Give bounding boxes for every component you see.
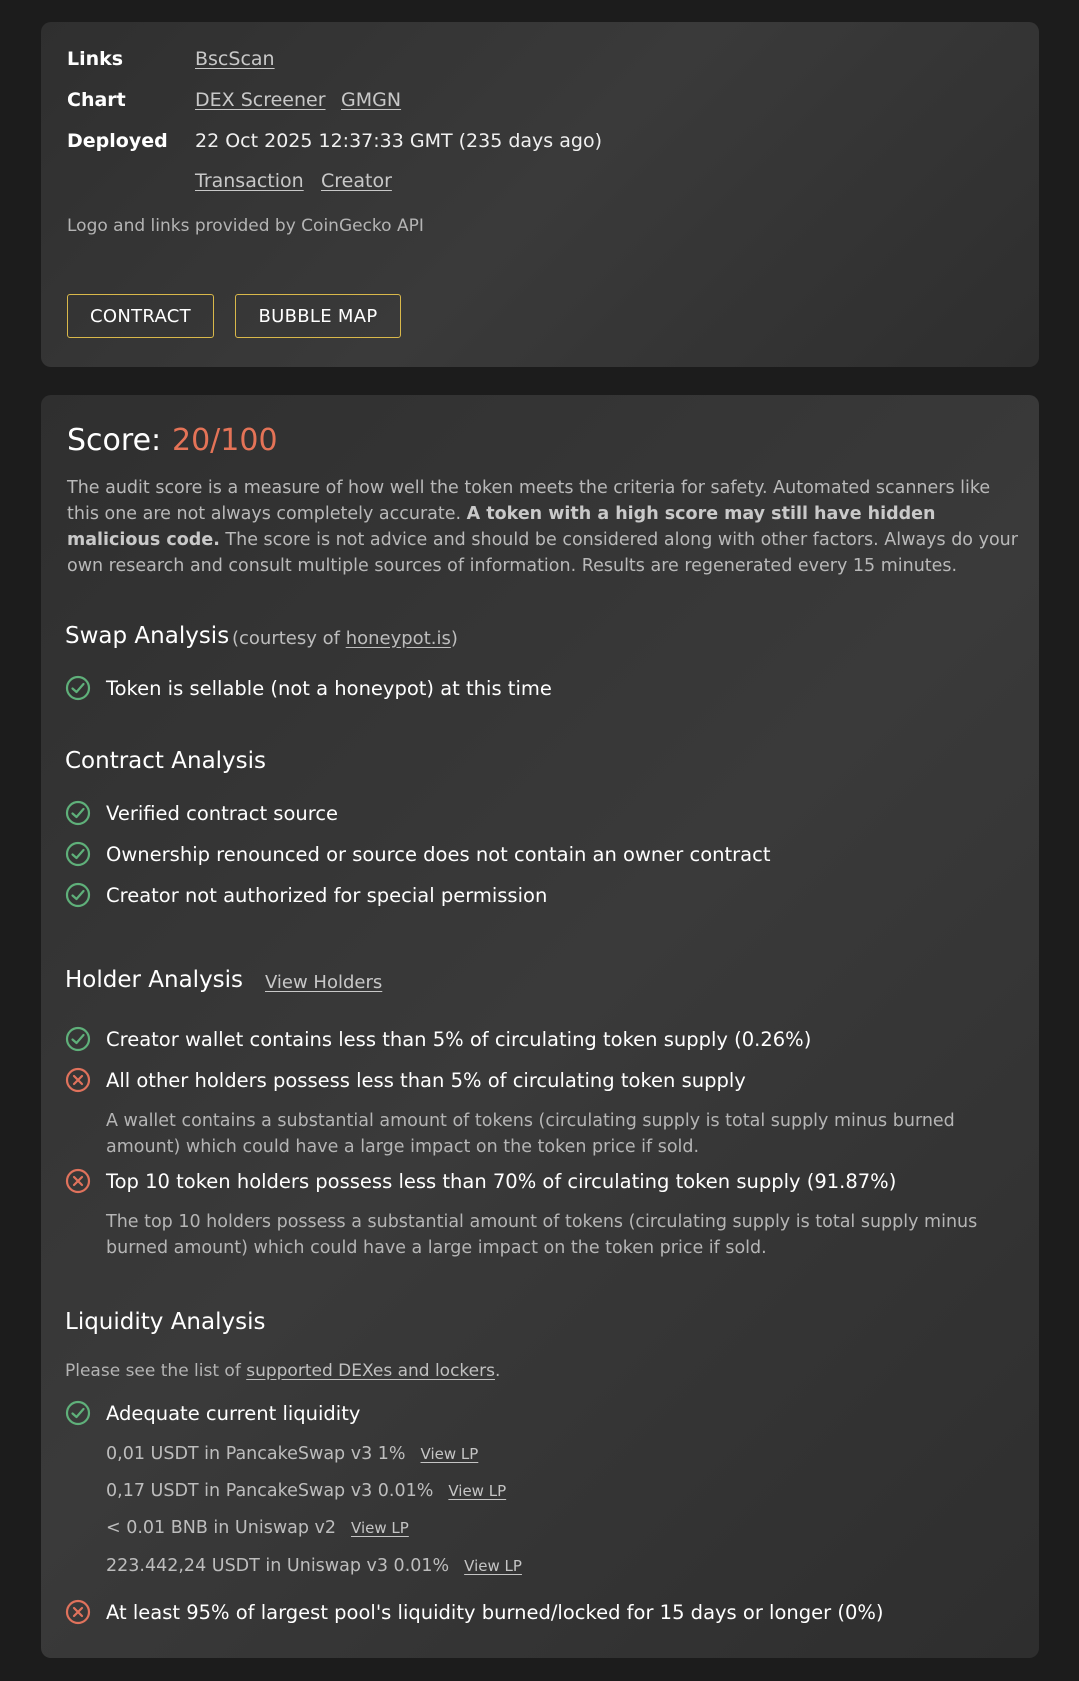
check-text: All other holders possess less than 5% of circulating token supply [106,1068,746,1092]
check-row [65,1167,896,1195]
creator-link[interactable]: Creator [321,170,392,192]
pool-text: 223.442,24 USDT in Uniswap v3 0.01% [106,1556,450,1576]
check-text: Top 10 token holders possess less than 70% of circulating token supply (91.87%) [106,1169,897,1193]
contract-button[interactable]: CONTRACT [67,294,214,338]
liquidity-pool-item [106,1444,478,1468]
links-label: Links [67,48,124,70]
supported-dexes-link[interactable]: supported DEXes and lockers [246,1361,495,1381]
holder-analysis-heading: Holder Analysis [65,967,244,993]
check-row [65,1066,746,1094]
check-row [65,1025,811,1053]
check-row [65,674,552,702]
check-row [65,881,547,909]
view-lp-link[interactable]: View LP [351,1519,409,1537]
token-info-card [41,22,1039,367]
check-circle-icon [65,1026,91,1052]
pool-text: < 0.01 BNB in Uniswap v2 [106,1518,337,1538]
liquidity-pool-item [106,1556,522,1580]
score-label: Score: [67,423,162,458]
check-circle-icon [65,882,91,908]
check-text: At least 95% of largest pool's liquidity burned/locked for 15 days or longer (0%) [106,1600,884,1624]
score-warning: A token with a high score may still have hidden malicious code. [67,504,936,550]
x-circle-icon [65,1168,91,1194]
check-text: Creator wallet contains less than 5% of circulating token supply (0.26%) [106,1027,812,1051]
check-row [65,1598,884,1626]
gmgn-link[interactable]: GMGN [341,89,402,111]
check-circle-icon [65,675,91,701]
supported-dexes-note: Please see the list of supported DEXes and lockers. [65,1361,501,1381]
x-circle-icon [65,1599,91,1625]
check-circle-icon [65,1400,91,1426]
check-text: Creator not authorized for special permission [106,883,548,907]
deployed-value: 22 Oct 2025 12:37:33 GMT (235 days ago) [195,130,602,152]
contract-analysis-heading: Contract Analysis [65,748,267,774]
dexscreener-link[interactable]: DEX Screener [195,89,326,111]
check-circle-icon [65,800,91,826]
score-value: 20/100 [172,423,278,458]
transaction-link[interactable]: Transaction [195,170,304,192]
chart-label: Chart [67,89,126,111]
provider-note: Logo and links provided by CoinGecko API [67,216,424,236]
check-detail: The top 10 holders possess a substantial amount of tokens (circulating supply is total supply minus burned amount) which could have a large impact on the token price if sold. [106,1212,978,1258]
deployed-label: Deployed [67,130,168,152]
bscscan-link[interactable]: BscScan [195,48,275,70]
check-row [65,1399,360,1427]
x-circle-icon [65,1067,91,1093]
view-lp-link[interactable]: View LP [464,1557,522,1575]
swap-analysis-heading: Swap Analysis [65,623,230,649]
pool-text: 0,01 USDT in PancakeSwap v3 1% [106,1444,406,1464]
honeypot-link[interactable]: honeypot.is [345,628,451,649]
check-text: Token is sellable (not a honeypot) at this time [106,676,552,700]
courtesy-note: (courtesy of honeypot.is) [232,628,458,649]
check-text: Verified contract source [106,801,339,825]
check-text: Adequate current liquidity [106,1401,361,1425]
view-lp-link[interactable]: View LP [420,1445,479,1463]
check-detail: A wallet contains a substantial amount of tokens (circulating supply is total supply minus burned amount) which could have a large impact on the token price if sold. [106,1111,955,1157]
check-row [65,840,771,868]
check-circle-icon [65,841,91,867]
liquidity-pool-item [106,1518,409,1542]
check-text: Ownership renounced or source does not contain an owner contract [106,842,771,866]
audit-card [41,395,1039,1658]
liquidity-pool-item [106,1481,506,1505]
score-description: The audit score is a measure of how well the token meets the criteria for safety. Automated scanners like this one are not always completely accurate. A token with a high score may still have hidden malicious code. The score is not advice and should be considered along with other factors. Always do your own research and consult multiple sources of information. Results are regenerated every 15 minutes. [67,478,1018,576]
check-row [65,799,338,827]
view-lp-link[interactable]: View LP [448,1482,507,1500]
pool-text: 0,17 USDT in PancakeSwap v3 0.01% [106,1481,434,1501]
bubble-map-button[interactable]: BUBBLE MAP [235,294,401,338]
liquidity-analysis-heading: Liquidity Analysis [65,1309,266,1335]
view-holders-link[interactable]: View Holders [265,972,383,993]
